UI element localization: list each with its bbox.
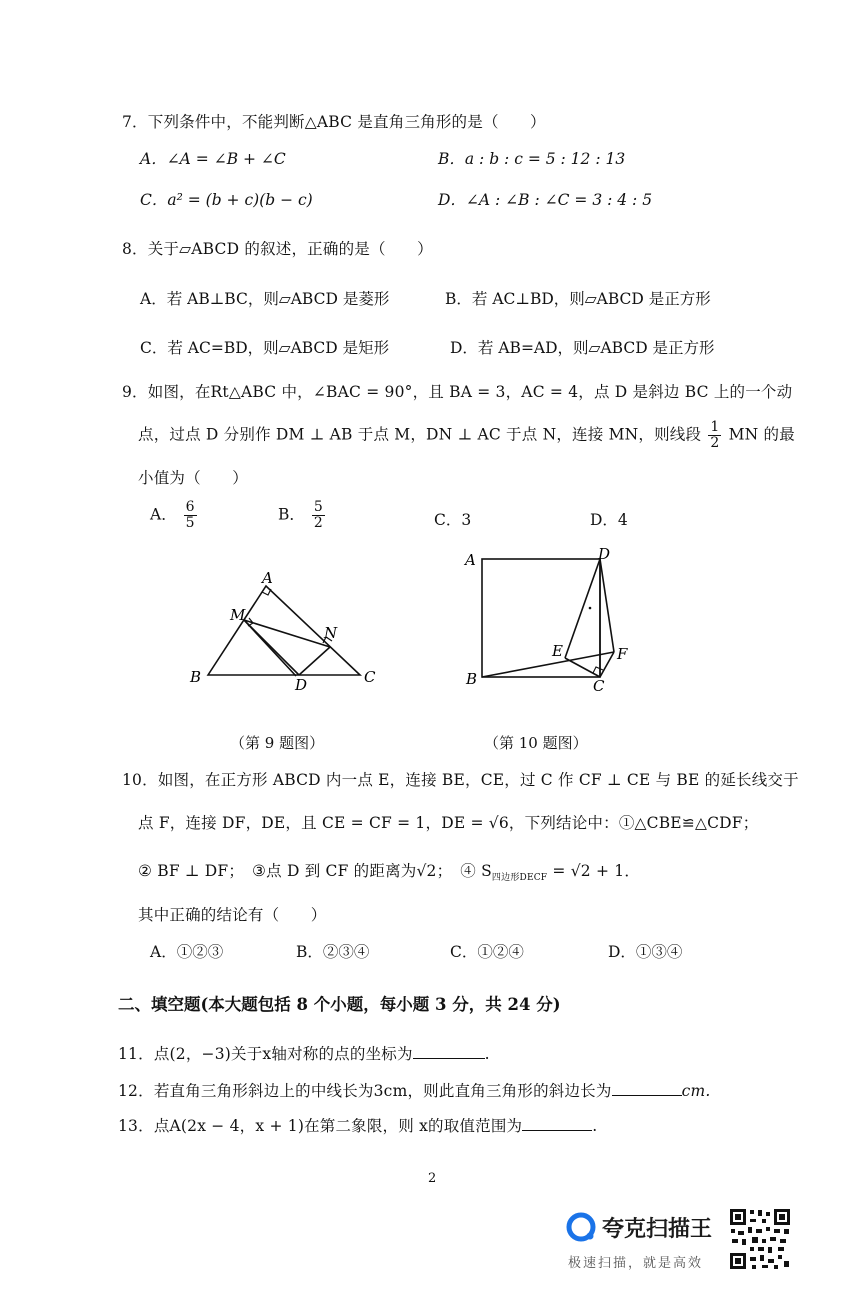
q8-stem: 8．关于▱ABCD 的叙述，正确的是（ ） bbox=[122, 240, 433, 258]
quark-logo-icon bbox=[566, 1212, 596, 1242]
q7-option-c: C．a² = (b + c)(b − c) bbox=[140, 191, 313, 209]
fig9-caption: （第 9 题图） bbox=[230, 734, 325, 752]
figure-10-diagram bbox=[462, 545, 637, 695]
q8-option-c: C．若 AC=BD，则▱ABCD 是矩形 bbox=[140, 339, 390, 357]
fig10-caption: （第 10 题图） bbox=[484, 734, 588, 752]
q7-option-b: B．a : b : c = 5 : 12 : 13 bbox=[438, 150, 626, 168]
fig10-label-e: E bbox=[552, 642, 563, 660]
q7-option-a: A．∠A = ∠B + ∠C bbox=[140, 150, 286, 168]
brand-name: 夸克扫描王 bbox=[602, 1217, 713, 1242]
q13: 13．点A(2x − 4，x + 1)在第二象限，则 x的取值范围为 . bbox=[118, 1117, 598, 1135]
segment-de bbox=[565, 559, 600, 658]
q12-answer-blank[interactable] bbox=[612, 1081, 682, 1096]
fig10-label-a: A bbox=[465, 551, 476, 569]
q9-line2-end: MN 的最 bbox=[728, 425, 795, 444]
q10-option-b: B．②③④ bbox=[296, 943, 370, 961]
brand-slogan: 极速扫描，就是高效 bbox=[568, 1256, 704, 1271]
q9-fraction-half: $\frac{1}{2}$ bbox=[710, 419, 720, 451]
fig9-label-m: M bbox=[230, 606, 246, 624]
fig10-label-b: B bbox=[466, 670, 478, 688]
q9-line2 bbox=[138, 420, 795, 451]
q7-option-d: D．∠A : ∠B : ∠C = 3 : 4 : 5 bbox=[438, 191, 653, 209]
q10-option-c: C．①②④ bbox=[450, 943, 524, 961]
fig9-label-c: C bbox=[364, 668, 376, 686]
q10-option-d: D．①③④ bbox=[608, 943, 683, 961]
q13-answer-blank[interactable] bbox=[522, 1116, 592, 1131]
square-abcd bbox=[482, 559, 600, 677]
segment-df bbox=[600, 559, 614, 652]
q10-area-subscript: 四边形DECF bbox=[491, 873, 548, 884]
q9-option-c: C．3 bbox=[434, 511, 472, 529]
section-2-title: 二、填空题(本大题包括 8 个小题，每小题 3 分，共 24 分) bbox=[118, 995, 561, 1014]
q10-line4: 其中正确的结论有（ ） bbox=[138, 906, 327, 924]
triangle-abc bbox=[208, 586, 360, 675]
q9-line3: 小值为（ ） bbox=[138, 469, 248, 487]
fig10-label-c: C bbox=[593, 677, 605, 695]
q9-line1: 9．如图，在Rt△ABC 中，∠BAC = 90°，且 BA = 3，AC = 4，点 D 是斜边 BC 上的一个动 bbox=[122, 383, 793, 401]
q9-option-d: D．4 bbox=[590, 511, 628, 529]
q8-option-d: D．若 AB=AD，则▱ABCD 是正方形 bbox=[450, 339, 715, 357]
q10-line2: 点 F，连接 DF，DE，且 CE = CF = 1，DE = √6，下列结论中：①△CBE≌△CDF； bbox=[138, 814, 759, 832]
fig10-dot bbox=[589, 607, 592, 610]
q11: 11．点(2，−3)关于x轴对称的点的坐标为 . bbox=[118, 1045, 490, 1063]
segment-ec bbox=[565, 658, 600, 677]
figure-9-diagram bbox=[185, 570, 385, 695]
fig10-label-d: D bbox=[598, 545, 611, 563]
q8-option-b: B．若 AC⊥BD，则▱ABCD 是正方形 bbox=[445, 290, 711, 308]
fig10-label-f: F bbox=[617, 645, 628, 663]
fig9-label-d: D bbox=[295, 676, 308, 694]
q11-answer-blank[interactable] bbox=[413, 1044, 485, 1059]
q10-line3: ② BF ⊥ DF； ③点 D 到 CF 的距离为√2； ④ $S_{四边形DECF} = √2 + 1$． bbox=[138, 862, 641, 884]
q8-option-a: A．若 AB⊥BC，则▱ABCD 是菱形 bbox=[140, 290, 390, 308]
qr-code-icon bbox=[728, 1207, 792, 1271]
fig9-label-a: A bbox=[262, 570, 273, 587]
q10-line1: 10．如图，在正方形 ABCD 内一点 E，连接 BE，CE，过 C 作 CF ⊥ CE 与 BE 的延长线交于 bbox=[122, 771, 799, 789]
segment-cf bbox=[600, 652, 614, 677]
q12: 12．若直角三角形斜边上的中线长为3cm，则此直角三角形的斜边长为 cm. bbox=[118, 1082, 711, 1100]
right-angle-c bbox=[593, 667, 603, 673]
segment-nd bbox=[299, 647, 330, 675]
fig9-label-b: B bbox=[190, 668, 202, 686]
q9-line2-start: 点，过点 D 分别作 DM ⊥ AB 于点 M，DN ⊥ AC 于点 N，连接 MN，则线段 bbox=[138, 425, 702, 444]
q9-option-b: B． $\frac{5}{2}$ bbox=[278, 499, 323, 531]
fig9-label-n: N bbox=[324, 624, 338, 642]
q10-option-a: A．①②③ bbox=[150, 943, 224, 961]
q9-option-a: A． $\frac{6}{5}$ bbox=[150, 499, 195, 531]
page-number: 2 bbox=[428, 1171, 437, 1186]
q7-stem: 7．下列条件中，不能判断△ABC 是直角三角形的是（ ） bbox=[122, 113, 546, 131]
